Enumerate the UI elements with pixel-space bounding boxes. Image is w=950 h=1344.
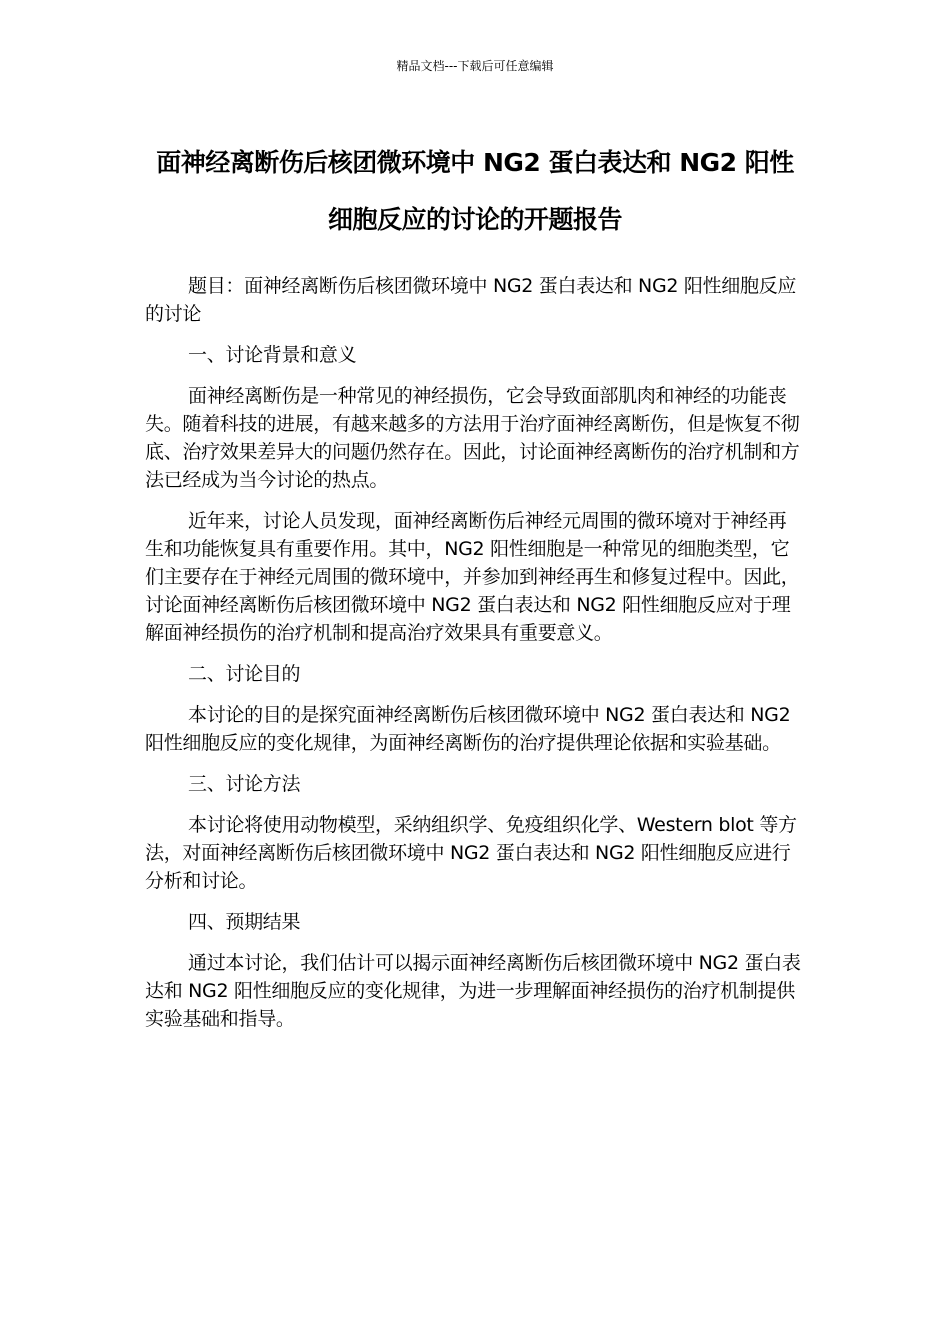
body-paragraph: 通过本讨论，我们估计可以揭示面神经离断伤后核团微环境中 NG2 蛋白表达和 NG2 阳性细胞反应的变化规律，为进一步理解面神经损伤的治疗机制提供实验基础和指导。: [145, 952, 801, 1030]
body-paragraph: 本讨论将使用动物模型，采纳组织学、免疫组织化学、Western blot 等方法，对面神经离断伤后核团微环境中 NG2 蛋白表达和 NG2 阳性细胞反应进行分析和讨论。: [145, 814, 797, 892]
topic-paragraph: 题目：面神经离断伤后核团微环境中 NG2 蛋白表达和 NG2 阳性细胞反应的讨论: [145, 275, 797, 325]
header-note: 精品文档---下载后可任意编辑: [396, 59, 554, 73]
body-paragraph: 本讨论的目的是探究面神经离断伤后核团微环境中 NG2 蛋白表达和 NG2 阳性细胞反应的变化规律，为面神经离断伤的治疗提供理论依据和实验基础。: [145, 704, 791, 754]
body-paragraph: 近年来，讨论人员发现，面神经离断伤后神经元周围的微环境对于神经再生和功能恢复具有重要作用。其中，NG2 阳性细胞是一种常见的细胞类型，它们主要存在于神经元周围的微环境中，并参加到神经再生和修复过程中。因此，讨论面神经离断伤后核团微环境中 NG2 蛋白表达和 NG2 阳性细胞反应对于理解面神经损伤的治疗机制和提高治疗效果具有重要意义。: [145, 510, 800, 644]
section-heading-expected-results: 四、预期结果: [188, 911, 301, 933]
section-heading-method: 三、讨论方法: [188, 773, 301, 795]
section-heading-purpose: 二、讨论目的: [188, 663, 301, 685]
document-title: 面神经离断伤后核团微环境中 NG2 蛋白表达和 NG2 阳性细胞反应的讨论的开题报告: [156, 148, 794, 234]
body-paragraph: 面神经离断伤是一种常见的神经损伤，它会导致面部肌肉和神经的功能丧失。随着科技的进展，有越来越多的方法用于治疗面神经离断伤，但是恢复不彻底、治疗效果差异大的问题仍然存在。因此，讨论面神经离断伤的治疗机制和方法已经成为当今讨论的热点。: [145, 385, 800, 491]
section-heading-background: 一、讨论背景和意义: [188, 344, 357, 366]
document-body: [145, 272, 805, 1046]
